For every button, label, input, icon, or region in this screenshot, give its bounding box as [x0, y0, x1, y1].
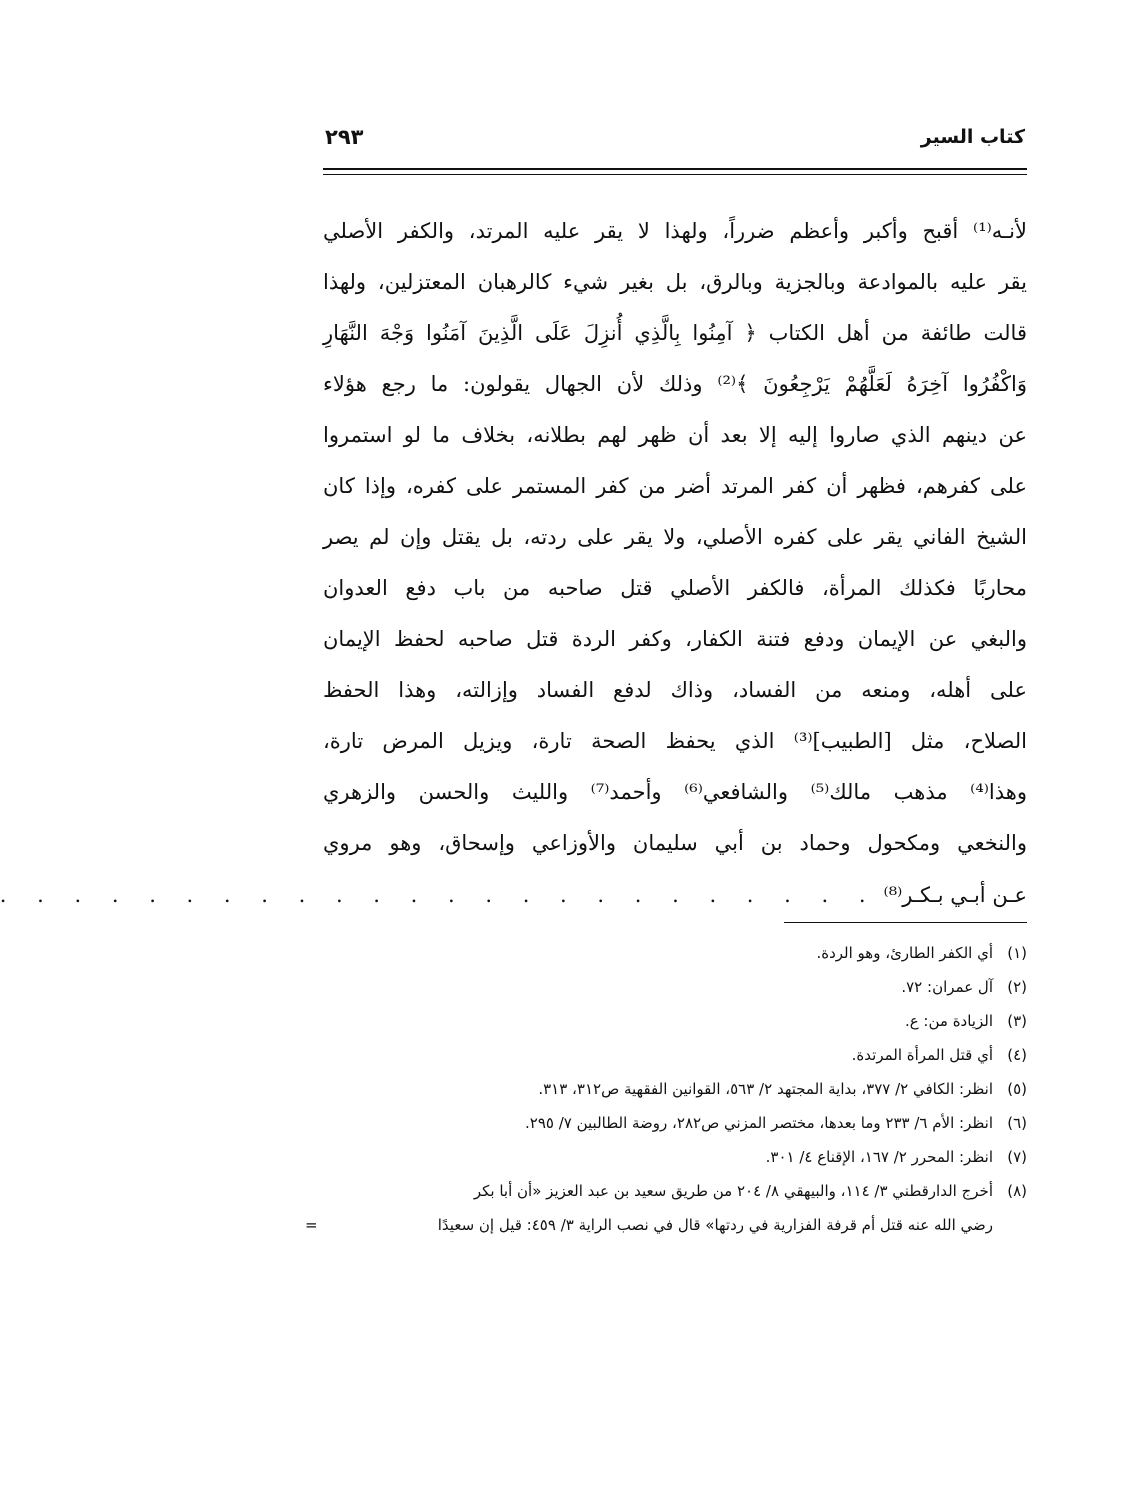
body-last-line [0, 869, 1027, 920]
footnote-5 [323, 1072, 1027, 1106]
footnote-8-continuation [305, 1208, 1027, 1242]
footnote-text: الزيادة من: ع. [904, 1012, 993, 1030]
body-line: لأنـه⁽¹⁾ أقبح وأكبر وأعظم ضرراً، ولهذا لا يقر عليه المرتد، والكفر الأصلي [323, 219, 1027, 243]
footnote-2 [323, 970, 1027, 1004]
body-last-line-text: عـن أبـي بـكـر⁽⁸⁾ [883, 882, 1027, 907]
footnote-text: انظر: الكافي ٢/ ٣٧٧، بداية المجتهد ٢/ ٥٦٣، القوانين الفقهية ص٣١٢، ٣١٣. [538, 1080, 993, 1098]
footnote-4 [323, 1038, 1027, 1072]
footnote-8 [323, 1174, 1027, 1208]
footnote-number: (١) [1007, 944, 1027, 962]
footnote-number: (٧) [1007, 1148, 1027, 1166]
footnote-number: (٥) [1007, 1080, 1027, 1098]
running-header [325, 126, 1025, 156]
footnote-3 [323, 1004, 1027, 1038]
footnote-number: (٣) [1007, 1012, 1027, 1030]
footnote-continuation-text: رضي الله عنه قتل أم قرفة الفزارية في ردتها» قال في نصب الراية ٣/ ٤٥٩: قيل إن سعيدًا [437, 1216, 993, 1234]
main-text [0, 206, 1027, 920]
body-line: الشيخ الفاني يقر على كفره الأصلي، ولا يقر على ردته، بل يقتل وإن لم يصر [323, 525, 1027, 549]
footnote-number: (٢) [1007, 978, 1027, 996]
footnote-text: انظر: الأم ٦/ ٢٣٣ وما بعدها، مختصر المزني ص٢٨٢، روضة الطالبين ٧/ ٢٩٥. [524, 1114, 993, 1132]
running-title: كتاب السير [920, 126, 1025, 148]
body-line: والبغي عن الإيمان ودفع فتنة الكفار، وكفر الردة قتل صاحبه لحفظ الإيمان [323, 627, 1027, 651]
footnote-7 [323, 1140, 1027, 1174]
footnote-text: انظر: المحرر ٢/ ١٦٧، الإقناع ٤/ ٣٠١. [765, 1148, 993, 1166]
footnote-1 [323, 936, 1027, 970]
footnote-number: (٤) [1007, 1046, 1027, 1064]
body-line: وَاكْفُرُوا آخِرَهُ لَعَلَّهُمْ يَرْجِعُونَ ﴾⁽²⁾ وذلك لأن الجهال يقولون: ما رجع هؤلاء [323, 372, 1027, 396]
footnote-number: (٨) [1007, 1182, 1027, 1200]
continuation-dots: . . . . . . . . . . . . . . . . . . . . . . . . [0, 882, 878, 907]
footnote-6 [323, 1106, 1027, 1140]
footnote-text: أي قتل المرأة المرتدة. [851, 1046, 993, 1064]
continuation-mark: = [305, 1216, 318, 1234]
footnote-text: آل عمران: ٧٢. [901, 978, 993, 996]
body-line: وهذا⁽⁴⁾ مذهب مالك⁽⁵⁾ والشافعي⁽⁶⁾ وأحمد⁽⁷⁾ والليث والحسن والزهري [323, 780, 1027, 804]
footnote-number: (٦) [1007, 1114, 1027, 1132]
footnote-text: أخرج الدارقطني ٣/ ١١٤، والبيهقي ٨/ ٢٠٤ من طريق سعيد بن عبد العزيز «أن أبا بكر [473, 1182, 993, 1200]
header-rule-thin [323, 174, 1027, 175]
footnotes [305, 936, 1027, 1242]
body-line: الصلاح، مثل [الطبيب]⁽³⁾ الذي يحفظ الصحة تارة، ويزيل المرض تارة، [323, 729, 1027, 753]
body-line: محاربًا فكذلك المرأة، فالكفر الأصلي قتل صاحبه من باب دفع العدوان [323, 576, 1027, 600]
body-line: على أهله، ومنعه من الفساد، وذاك لدفع الفساد وإزالته، وهذا الحفظ [323, 678, 1027, 702]
body-line: على كفرهم، فظهر أن كفر المرتد أضر من كفر المستمر على كفره، وإذا كان [323, 474, 1027, 498]
body-line: عن دينهم الذي صاروا إليه إلا بعد أن ظهر لهم بطلانه، بخلاف ما لو استمروا [323, 423, 1027, 447]
header-rule-thick [323, 168, 1027, 170]
body-line: قالت طائفة من أهل الكتاب ﴿ آمِنُوا بِالَّذِي أُنزِلَ عَلَى الَّذِينَ آمَنُوا وَجْهَ النَّهَارِ [323, 321, 1027, 345]
footnote-text: أي الكفر الطارئ، وهو الردة. [816, 944, 993, 962]
body-line: يقر عليه بالموادعة وبالجزية وبالرق، بل بغير شيء كالرهبان المعتزلين، ولهذا [323, 270, 1027, 294]
body-line: والنخعي ومكحول وحماد بن أبي سليمان والأوزاعي وإسحاق، وهو مروي [323, 831, 1027, 855]
footnote-separator [784, 922, 1027, 923]
page-number: ٢٩٣ [325, 125, 364, 149]
